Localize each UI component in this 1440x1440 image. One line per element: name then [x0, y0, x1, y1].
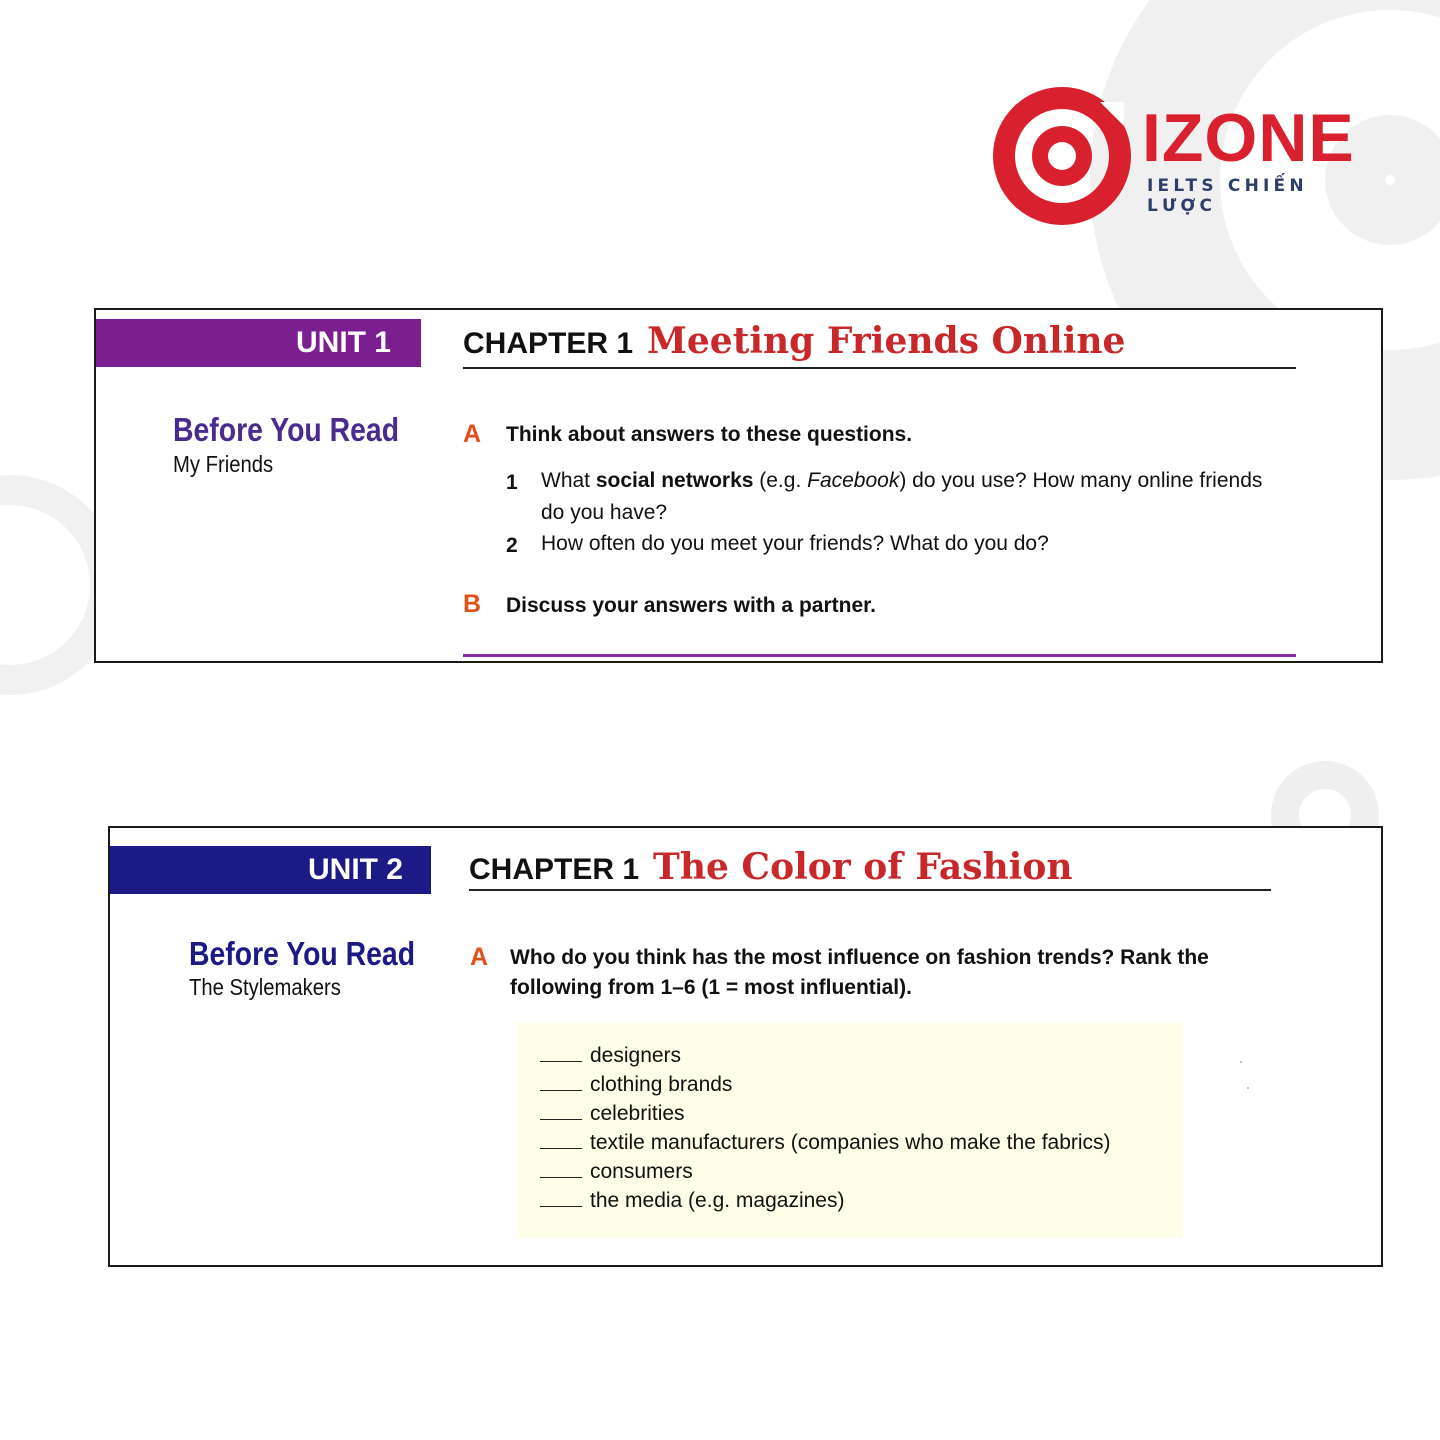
list-item: celebrities — [540, 1099, 1111, 1128]
task-letter: A — [463, 420, 482, 448]
question-text: How often do you meet your friends? What do you do? — [541, 532, 1049, 555]
unit-label: UNIT 2 — [110, 846, 431, 894]
logo-wordmark: IZONE — [1142, 100, 1355, 176]
unit-label: UNIT 1 — [96, 319, 421, 367]
answer-blank[interactable] — [540, 1176, 582, 1178]
scan-speck — [1247, 1087, 1249, 1089]
unit-2-card — [108, 826, 1383, 1267]
unit-1-card — [94, 308, 1383, 663]
list-item: clothing brands — [540, 1070, 1111, 1099]
ranking-list — [540, 1041, 1111, 1215]
task-letter: A — [470, 943, 489, 971]
bold-term: social networks — [595, 469, 754, 492]
task-instruction: Discuss your answers with a partner. — [506, 594, 876, 617]
answer-blank[interactable] — [540, 1147, 582, 1149]
question-number: 1 — [506, 471, 518, 494]
ranking-box — [517, 1023, 1183, 1238]
section-title: Before You Read — [173, 411, 400, 448]
list-item: the media (e.g. magazines) — [540, 1186, 1111, 1215]
answer-blank[interactable] — [540, 1060, 582, 1062]
section-title: Before You Read — [189, 935, 416, 972]
scan-speck — [1240, 1061, 1242, 1063]
bottom-rule — [463, 654, 1296, 657]
heading-rule — [463, 367, 1296, 369]
italic-example: Facebook — [807, 469, 900, 492]
task-instruction: Think about answers to these questions. — [506, 423, 913, 446]
list-item: designers — [540, 1041, 1111, 1070]
chapter-heading — [469, 846, 1073, 888]
answer-blank[interactable] — [540, 1118, 582, 1120]
section-subtitle: My Friends — [173, 451, 274, 477]
heading-rule — [469, 889, 1271, 891]
chapter-label: CHAPTER 1 — [463, 327, 634, 360]
answer-blank[interactable] — [540, 1089, 582, 1091]
list-item: textile manufacturers (companies who make the fabrics) — [540, 1128, 1111, 1157]
list-item: consumers — [540, 1157, 1111, 1186]
task-letter: B — [463, 590, 482, 618]
question-number: 2 — [506, 534, 518, 557]
target-logo-icon — [992, 86, 1132, 226]
chapter-label: CHAPTER 1 — [469, 853, 640, 886]
chapter-title: The Color of Fashion — [653, 846, 1073, 888]
task-instruction: Who do you think has the most influence on fashion trends? Rank the following from 1–6 (1 = most influential). — [510, 946, 1209, 999]
izone-logo — [992, 86, 1372, 226]
question-text: What social networks (e.g. Facebook) do you use? How many online friends do you have? — [541, 469, 1263, 524]
chapter-title: Meeting Friends Online — [647, 320, 1126, 362]
section-subtitle: The Stylemakers — [189, 974, 341, 1000]
logo-tagline: IELTS CHIẾN LƯỢC — [1147, 176, 1308, 216]
chapter-heading — [463, 320, 1125, 362]
answer-blank[interactable] — [540, 1205, 582, 1207]
